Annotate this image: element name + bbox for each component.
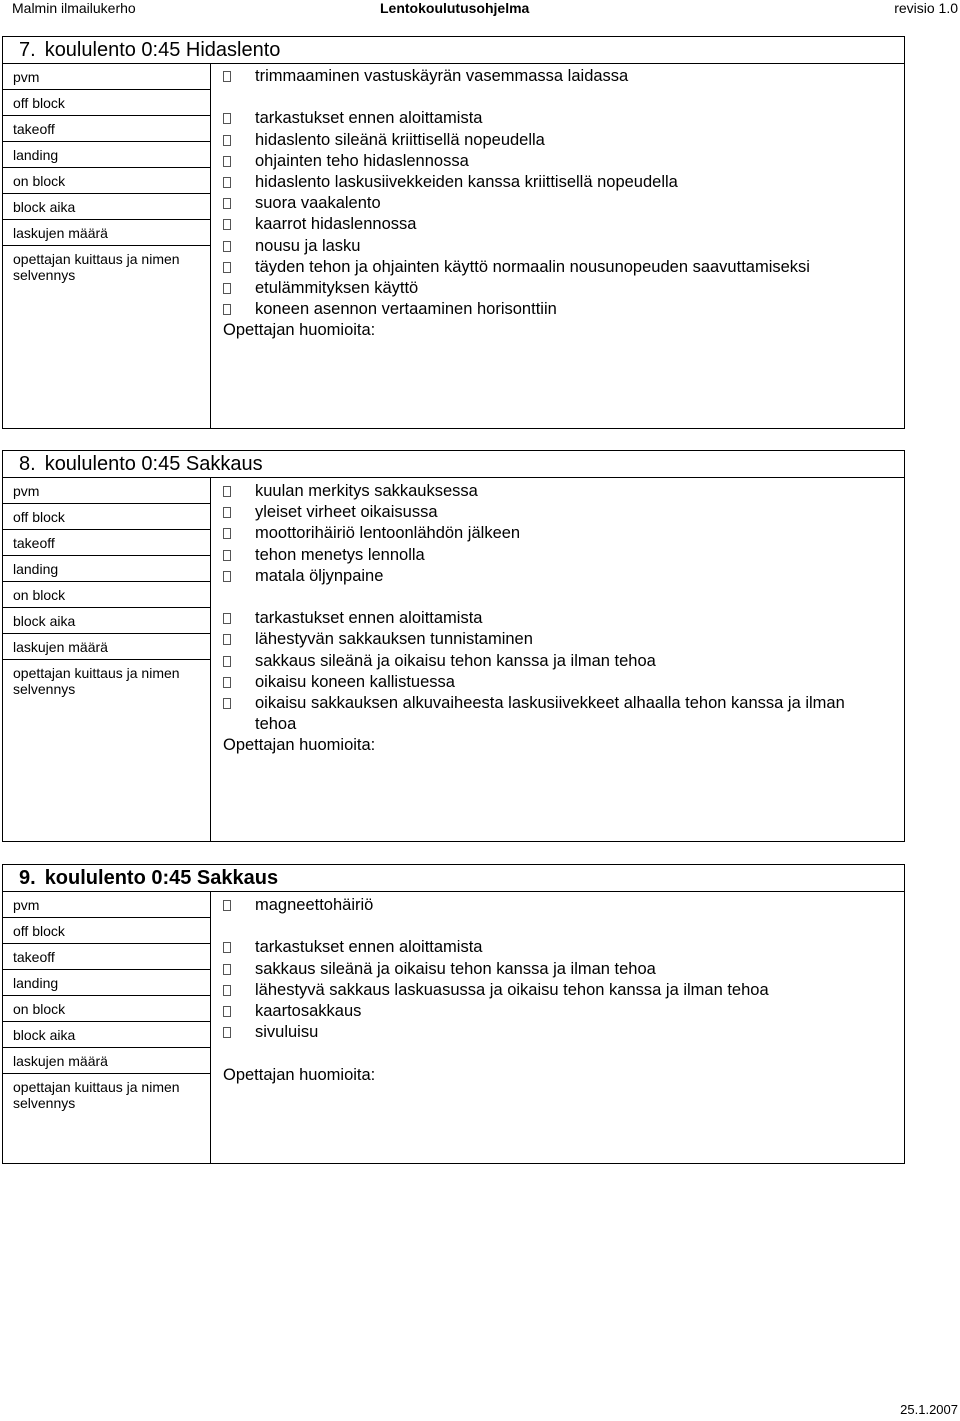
- checkbox-icon[interactable]: [223, 550, 231, 561]
- document-title: Lentokoulutusohjelma: [380, 0, 530, 16]
- log-field-label: on block: [3, 168, 210, 194]
- checkbox-icon[interactable]: [223, 942, 231, 953]
- log-field-label: landing: [3, 556, 210, 582]
- checklist-item: [223, 693, 904, 735]
- checklist-item-text: täyden tehon ja ohjainten käyttö normaalin nousunopeuden saavuttamiseksi: [255, 257, 810, 276]
- lesson-number: 7.: [19, 39, 36, 61]
- checklist-item-text: kaartosakkaus: [255, 1002, 362, 1020]
- group-spacer: [223, 87, 904, 108]
- checklist-item: [223, 130, 904, 151]
- checklist-item: [223, 193, 904, 214]
- checkbox-icon[interactable]: [223, 677, 231, 688]
- log-field-label: block aika: [3, 608, 210, 634]
- log-field-label: opettajan kuittaus ja nimen selvennys: [13, 1079, 180, 1111]
- checklist-item-text: lähestyvä sakkaus laskuasussa ja oikaisu tehon kanssa ja ilman tehoa: [255, 980, 769, 999]
- checklist-item: [223, 545, 904, 566]
- checkbox-icon[interactable]: [223, 985, 231, 996]
- checklist-item-text: suora vaakalento: [255, 194, 381, 213]
- checklist-item: [223, 608, 904, 629]
- checklist-item-text: trimmaaminen vastuskäyrän vasemmassa laidassa: [255, 67, 629, 85]
- lesson-content: [211, 892, 904, 1163]
- checklist-item: [223, 566, 904, 587]
- log-fields-column: [3, 478, 211, 841]
- checklist-item-text: hidaslento laskusiivekkeiden kanssa kriittisellä nopeudella: [255, 173, 678, 191]
- log-field-label: pvm: [3, 478, 210, 504]
- group-spacer: [223, 587, 904, 608]
- checklist-item-text: yleiset virheet oikaisussa: [255, 503, 438, 522]
- checkbox-icon[interactable]: [223, 113, 231, 124]
- checkbox-icon[interactable]: [223, 613, 231, 624]
- checklist-item: [223, 523, 904, 544]
- checklist-item: [223, 895, 904, 916]
- lesson-content: [211, 478, 904, 841]
- checklist-item: [223, 172, 904, 193]
- checkbox-icon[interactable]: [223, 304, 231, 315]
- checklist-item: [223, 214, 904, 235]
- checkbox-icon[interactable]: [223, 71, 231, 82]
- checkbox-icon[interactable]: [223, 486, 231, 497]
- log-field-label: opettajan kuittaus ja nimen selvennys: [13, 251, 180, 283]
- checklist-item: [223, 1022, 904, 1043]
- checklist-item-text: tarkastukset ennen aloittamista: [255, 609, 483, 628]
- log-field-label: laskujen määrä: [3, 1048, 210, 1074]
- checkbox-icon[interactable]: [223, 1006, 231, 1017]
- checklist-item-text: kaarrot hidaslennossa: [255, 215, 417, 234]
- checklist-item: [223, 278, 904, 299]
- checkbox-icon[interactable]: [223, 698, 231, 709]
- log-field-label: block aika: [3, 194, 210, 220]
- log-fields-column: [3, 892, 211, 1163]
- log-field-label: pvm: [3, 892, 210, 918]
- checklist-item-text: lähestyvän sakkauksen tunnistaminen: [255, 630, 533, 649]
- checklist-item-text: nousu ja lasku: [255, 236, 361, 255]
- checkbox-icon[interactable]: [223, 241, 231, 252]
- checkbox-icon[interactable]: [223, 177, 231, 188]
- lesson-section: [2, 36, 905, 429]
- checklist-item: [223, 1001, 904, 1022]
- log-field-label: block aika: [3, 1022, 210, 1048]
- checklist-item: [223, 299, 904, 320]
- lesson-title: [3, 37, 904, 64]
- checklist-item-text: oikaisu koneen kallistuessa: [255, 672, 455, 691]
- lesson-number: 9.: [19, 867, 36, 889]
- log-field-label: on block: [3, 582, 210, 608]
- checklist-item: [223, 66, 904, 87]
- checkbox-icon[interactable]: [223, 900, 231, 911]
- checkbox-icon[interactable]: [223, 1027, 231, 1038]
- checklist-item-text: tarkastukset ennen aloittamista: [255, 938, 483, 957]
- checklist-item: [223, 236, 904, 257]
- checklist-item: [223, 151, 904, 172]
- checklist-item-text: tehon menetys lennolla: [255, 545, 425, 564]
- lesson-title: [3, 865, 904, 892]
- instructor-notes-label: Opettajan huomioita:: [223, 736, 376, 755]
- checklist-item-text: ohjainten teho hidaslennossa: [255, 151, 469, 170]
- checklist-item: [223, 672, 904, 693]
- checklist-item-text: etulämmityksen käyttö: [255, 279, 419, 298]
- log-field-label: landing: [3, 970, 210, 996]
- checklist-item-text: oikaisu sakkauksen alkuvaiheesta laskusiivekkeet alhaalla tehon kanssa ja ilman tehoa: [255, 694, 845, 734]
- instructor-notes-label: Opettajan huomioita:: [223, 321, 376, 340]
- lesson-section: [2, 864, 905, 1164]
- checkbox-icon[interactable]: [223, 964, 231, 975]
- checklist-item: [223, 481, 904, 502]
- checkbox-icon[interactable]: [223, 219, 231, 230]
- checklist-item-text: moottorihäiriö lentoonlähdön jälkeen: [255, 524, 521, 543]
- checkbox-icon[interactable]: [223, 528, 231, 539]
- checklist-item-text: sakkaus sileänä ja oikaisu tehon kanssa ja ilman tehoa: [255, 959, 656, 978]
- lesson-title: [3, 451, 904, 478]
- log-field-label: on block: [3, 996, 210, 1022]
- log-field-label: landing: [3, 142, 210, 168]
- checklist-item: [223, 108, 904, 129]
- checklist-item-text: matala öljynpaine: [255, 566, 384, 585]
- lesson-title-text: koululento 0:45 Sakkaus: [44, 453, 263, 475]
- checklist-item: [223, 959, 904, 980]
- lesson-title-text: koululento 0:45 Hidaslento: [44, 39, 281, 61]
- checklist-item-text: tarkastukset ennen aloittamista: [255, 109, 483, 128]
- log-fields-column: [3, 64, 211, 428]
- checklist-item: [223, 937, 904, 958]
- instructor-notes-label: Opettajan huomioita:: [223, 1065, 376, 1084]
- checkbox-icon[interactable]: [223, 507, 231, 518]
- checkbox-icon[interactable]: [223, 283, 231, 294]
- log-field-label: pvm: [3, 64, 210, 90]
- checkbox-icon[interactable]: [223, 198, 231, 209]
- log-field-label: laskujen määrä: [3, 634, 210, 660]
- club-name: Malmin ilmailukerho: [12, 0, 136, 16]
- checkbox-icon[interactable]: [223, 156, 231, 167]
- checklist-item: [223, 980, 904, 1001]
- checklist-item-text: hidaslento sileänä kriittisellä nopeudella: [255, 130, 545, 149]
- checklist-item: [223, 502, 904, 523]
- checklist-item-text: sakkaus sileänä ja oikaisu tehon kanssa ja ilman tehoa: [255, 651, 656, 670]
- footer-date: 25.1.2007: [900, 1402, 958, 1417]
- revision-label: revisio 1.0: [894, 0, 958, 16]
- checklist-item: [223, 651, 904, 672]
- lesson-title-text: koululento 0:45 Sakkaus: [44, 867, 279, 889]
- checklist-item-text: magneettohäiriö: [255, 896, 374, 914]
- log-field-label: laskujen määrä: [3, 220, 210, 246]
- log-field-label: takeoff: [3, 944, 210, 970]
- checkbox-icon[interactable]: [223, 135, 231, 146]
- log-field-label: takeoff: [3, 530, 210, 556]
- checkbox-icon[interactable]: [223, 571, 231, 582]
- checklist-item-text: sivuluisu: [255, 1023, 319, 1042]
- checkbox-icon[interactable]: [223, 634, 231, 645]
- lesson-content: [211, 64, 904, 428]
- lesson-section: [2, 450, 905, 842]
- group-spacer: [223, 1043, 904, 1064]
- checkbox-icon[interactable]: [223, 262, 231, 273]
- group-spacer: [223, 916, 904, 937]
- log-field-label: opettajan kuittaus ja nimen selvennys: [13, 665, 180, 697]
- log-field-label: off block: [3, 918, 210, 944]
- page-header: [0, 0, 960, 20]
- checkbox-icon[interactable]: [223, 656, 231, 667]
- checklist-item-text: kuulan merkitys sakkauksessa: [255, 482, 478, 500]
- log-field-label: takeoff: [3, 116, 210, 142]
- lesson-number: 8.: [19, 453, 36, 475]
- checklist-item: [223, 629, 904, 650]
- log-field-label: off block: [3, 504, 210, 530]
- checklist-item: [223, 257, 904, 278]
- checklist-item-text: koneen asennon vertaaminen horisonttiin: [255, 300, 557, 319]
- log-field-label: off block: [3, 90, 210, 116]
